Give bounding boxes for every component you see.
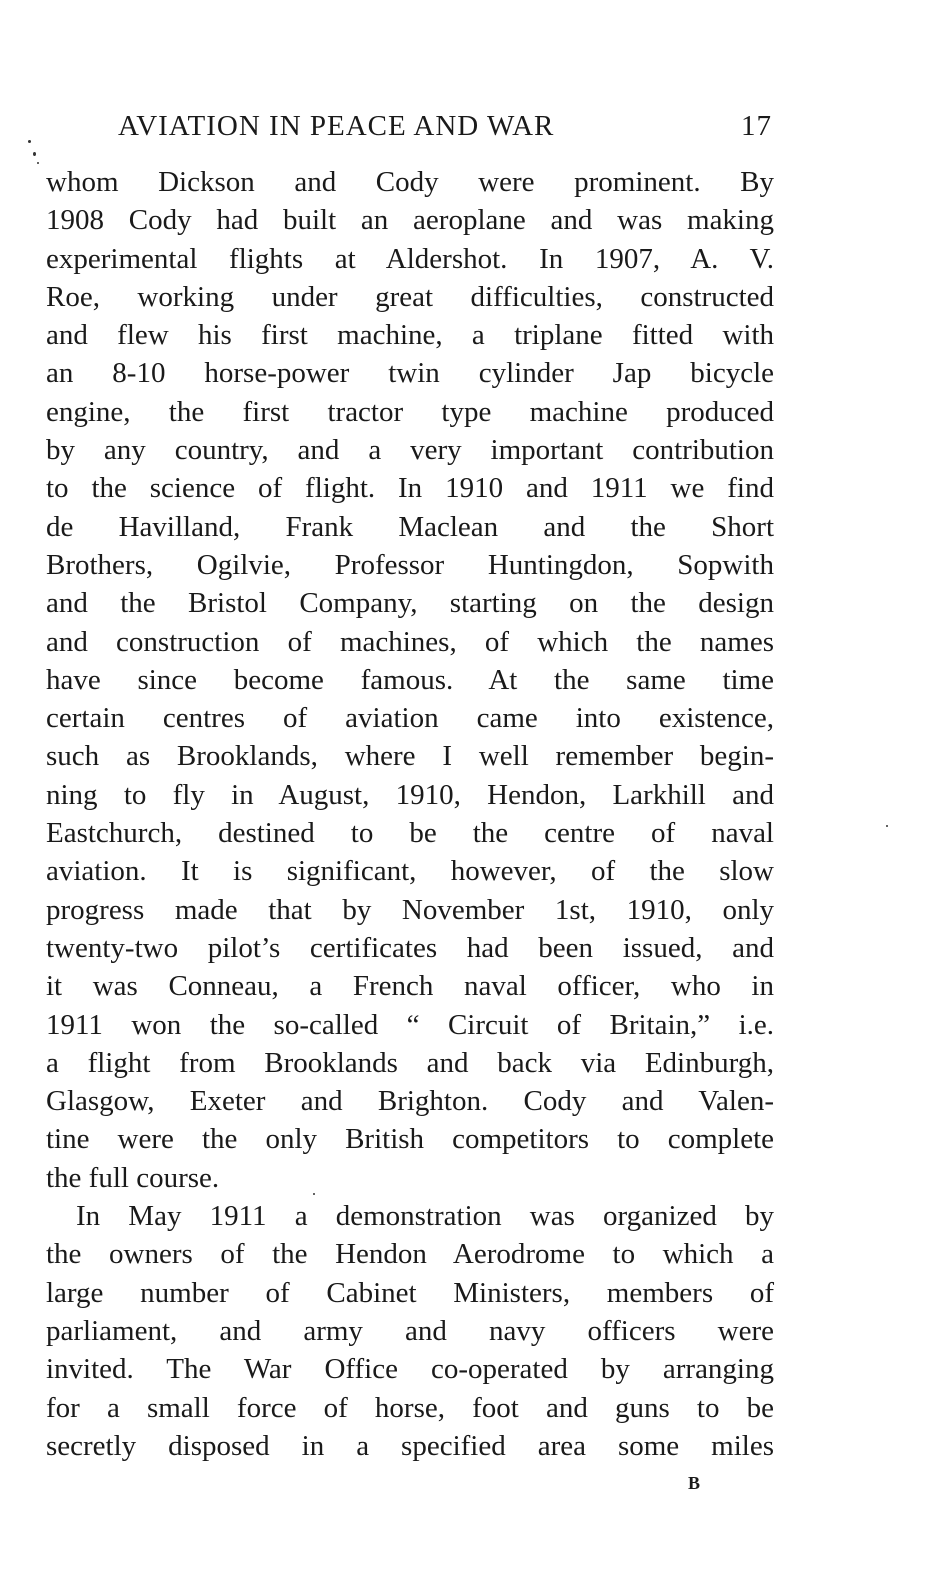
- text-line: 1908 Cody had built an aeroplane and was making: [46, 204, 774, 237]
- text-line: parliament, and army and navy officers were: [46, 1314, 774, 1347]
- text-line: have since become famous. At the same time: [46, 663, 774, 696]
- text-line: large number of Cabinet Ministers, members of: [46, 1276, 774, 1309]
- text-line: aviation. It is significant, however, of the slow: [46, 855, 774, 888]
- text-line: invited. The War Office co-operated by arranging: [46, 1353, 774, 1386]
- scan-speck: [37, 162, 39, 164]
- text-line: 1911 won the so-called “ Circuit of Britain,” i.e.: [46, 1008, 774, 1041]
- text-line: and the Bristol Company, starting on the design: [46, 587, 774, 620]
- text-line: twenty-two pilot’s certificates had been issued, and: [46, 931, 774, 964]
- signature-mark: B: [688, 1473, 702, 1493]
- text-line: and construction of machines, of which the names: [46, 625, 774, 658]
- text-line: tine were the only British competitors to complete: [46, 1123, 774, 1156]
- running-head-title: AVIATION IN PEACE AND WAR: [118, 110, 555, 142]
- text-line: de Havilland, Frank Maclean and the Short: [46, 510, 774, 543]
- body-text: [46, 163, 774, 1465]
- text-line: and flew his first machine, a triplane fitted with: [46, 319, 774, 352]
- text-line: to the science of flight. In 1910 and 1911 we find: [46, 472, 774, 505]
- text-line: the owners of the Hendon Aerodrome to which a: [46, 1238, 774, 1271]
- text-line: Brothers, Ogilvie, Professor Huntingdon, Sopwith: [46, 548, 774, 581]
- text-line: certain centres of aviation came into existence,: [46, 702, 774, 735]
- paragraph-2: [46, 1197, 774, 1465]
- text-line: progress made that by November 1st, 1910, only: [46, 893, 774, 926]
- paragraph-1: [46, 163, 774, 1197]
- text-line: for a small force of horse, foot and guns to be: [46, 1391, 774, 1424]
- text-line: ning to fly in August, 1910, Hendon, Larkhill and: [46, 778, 774, 811]
- text-line: Roe, working under great difficulties, constructed: [46, 280, 774, 313]
- text-line: In May 1911 a demonstration was organized by: [76, 1200, 774, 1233]
- scan-speck: [33, 152, 36, 156]
- text-line: engine, the first tractor type machine produced: [46, 395, 774, 428]
- text-line: secretly disposed in a specified area some miles: [46, 1429, 774, 1462]
- page-number: 17: [741, 110, 772, 142]
- text-line: by any country, and a very important contribution: [46, 434, 774, 467]
- scan-speck: [886, 825, 888, 827]
- scan-speck: [28, 140, 31, 143]
- text-line: Glasgow, Exeter and Brighton. Cody and Valen-: [46, 1085, 774, 1118]
- text-line: Eastchurch, destined to be the centre of naval: [46, 817, 774, 850]
- text-line: whom Dickson and Cody were prominent. By: [46, 166, 774, 198]
- text-line: such as Brooklands, where I well remember begin-: [46, 740, 774, 773]
- text-line: experimental flights at Aldershot. In 1907, A. V.: [46, 242, 774, 275]
- text-line: a flight from Brooklands and back via Edinburgh,: [46, 1046, 774, 1079]
- text-line: it was Conneau, a French naval officer, who in: [46, 970, 774, 1003]
- text-line: an 8-10 horse-power twin cylinder Jap bicycle: [46, 357, 774, 390]
- text-line: the full course.: [46, 1161, 220, 1194]
